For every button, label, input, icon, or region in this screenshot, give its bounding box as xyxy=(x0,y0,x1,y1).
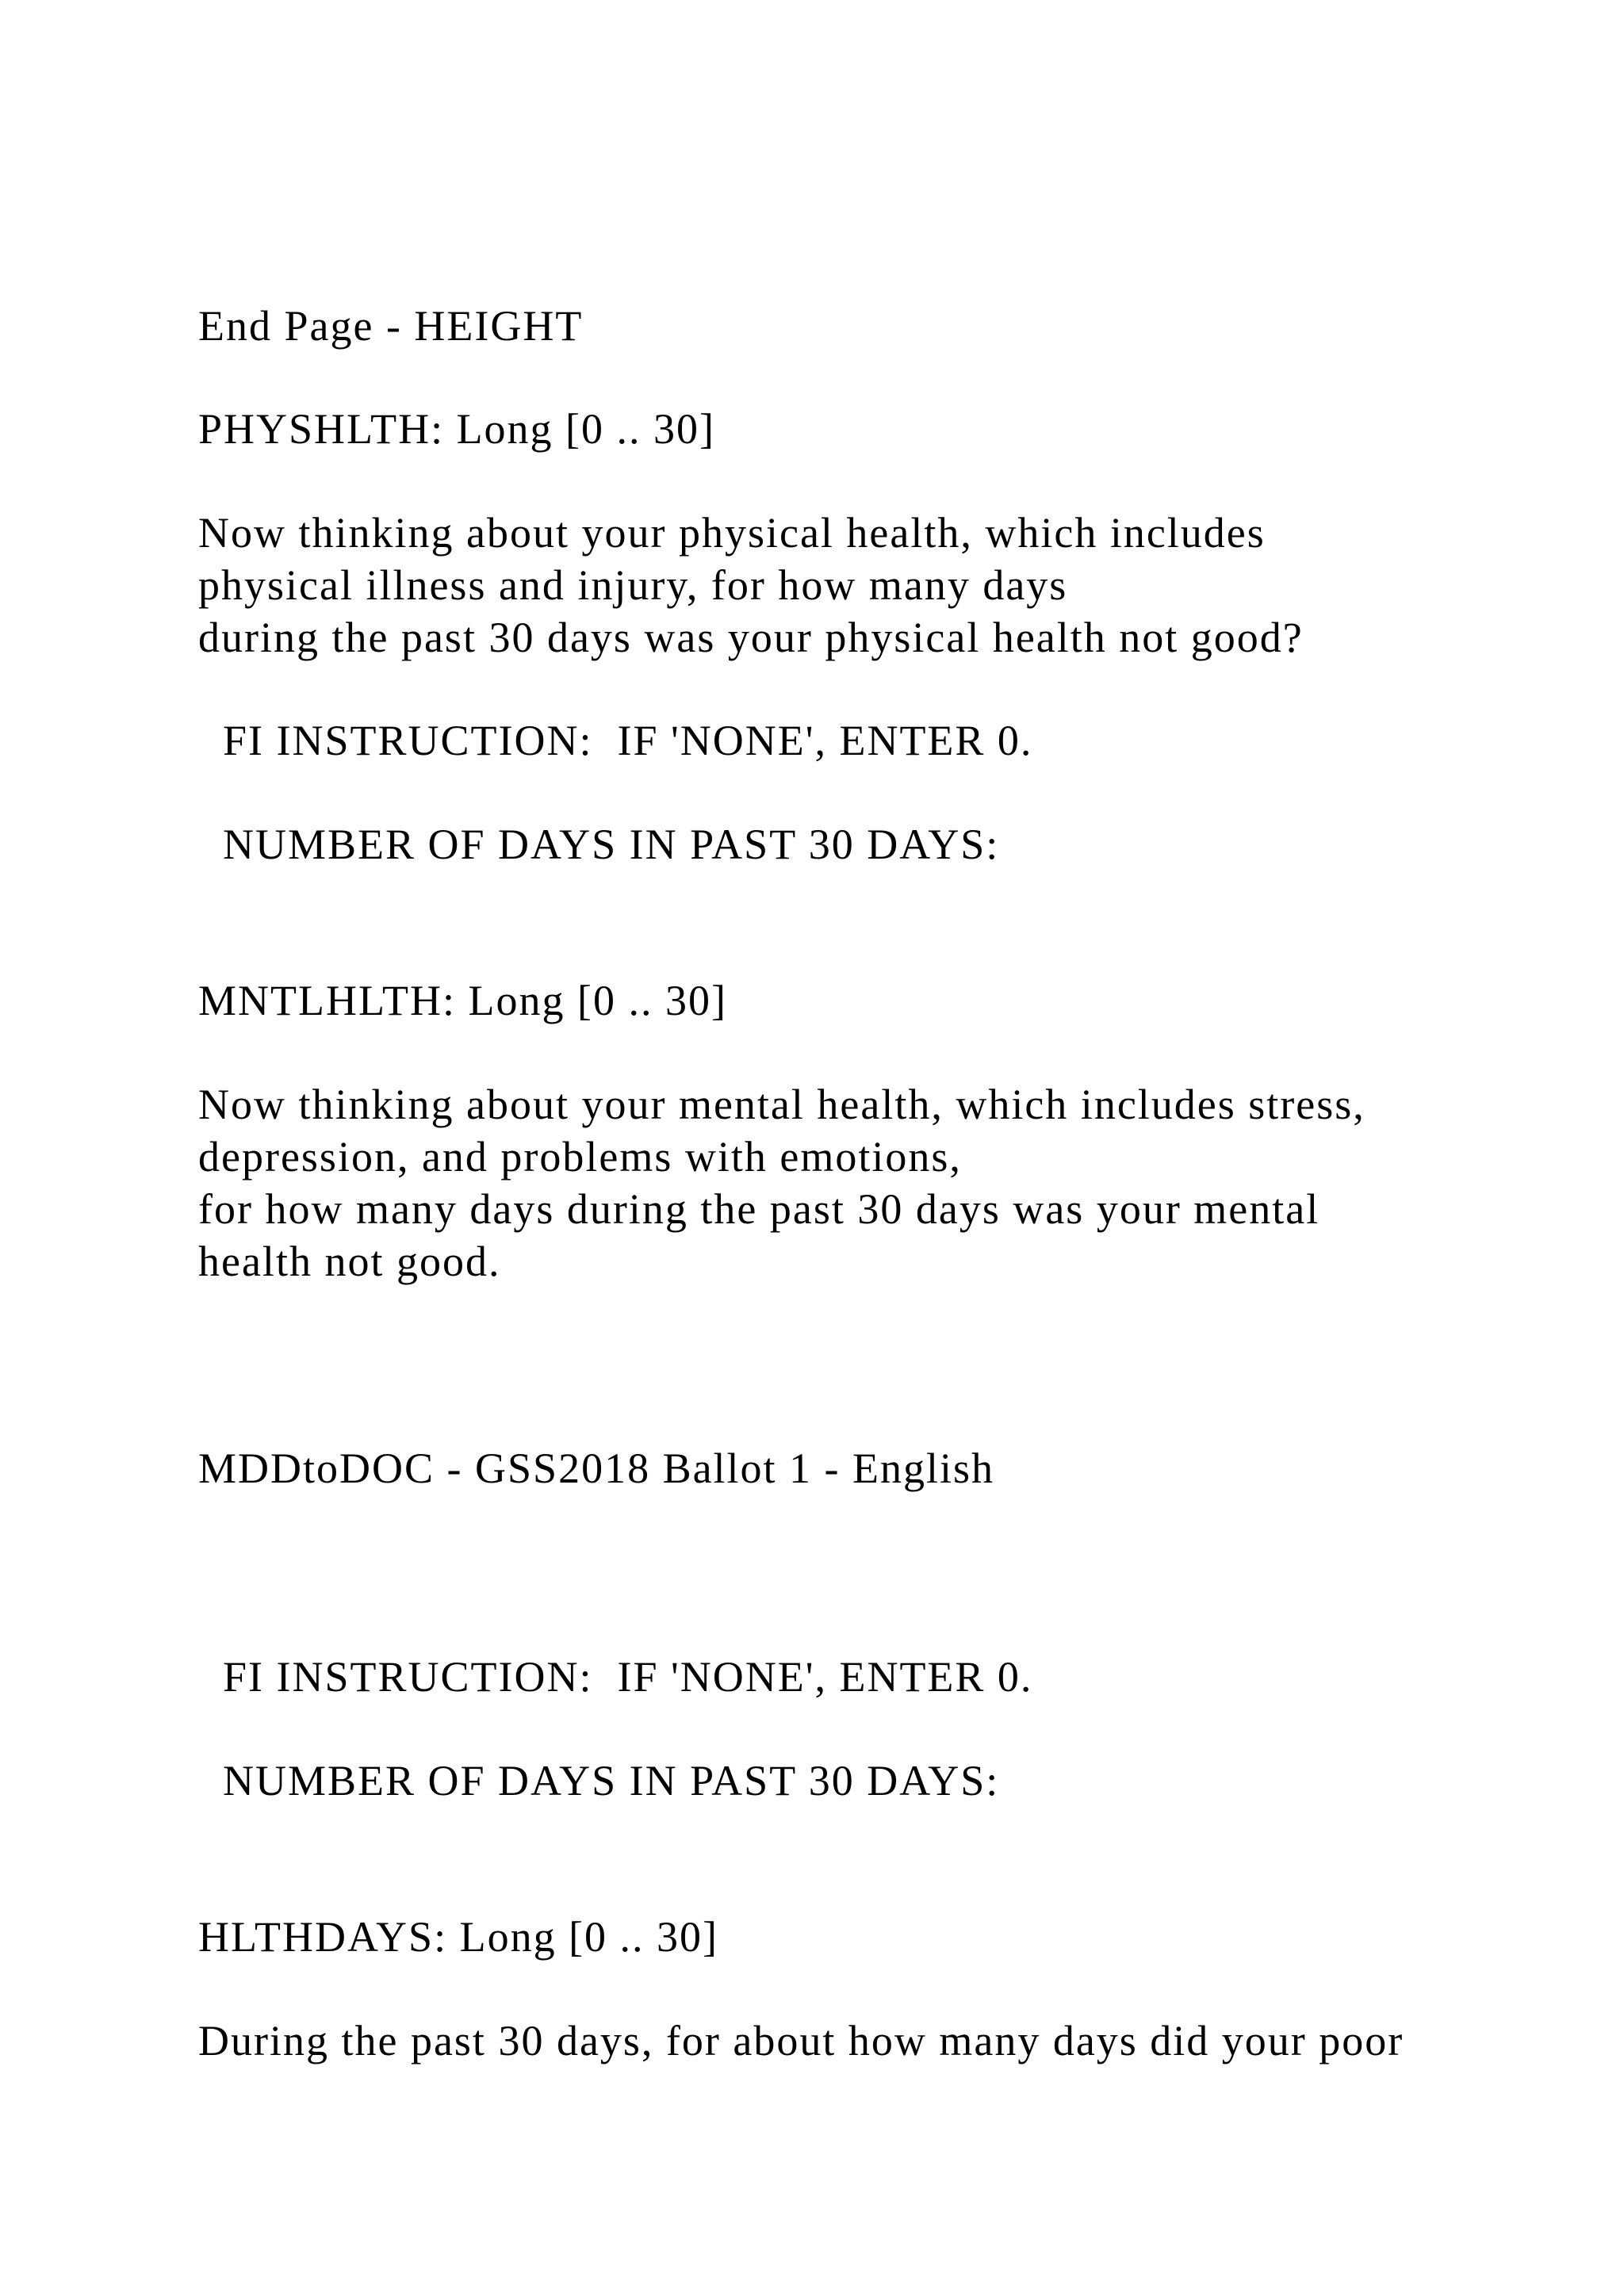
question-text-line: health not good. xyxy=(198,1238,501,1285)
question-text-line: physical illness and injury, for how many days xyxy=(198,561,1068,609)
page-end-heading: End Page - HEIGHT xyxy=(198,302,584,350)
question-text-line: during the past 30 days was your physical health not good? xyxy=(198,614,1304,661)
response-prompt: NUMBER OF DAYS IN PAST 30 DAYS: xyxy=(198,821,1000,868)
variable-header-physhlth: PHYSHLTH: Long [0 .. 30] xyxy=(198,405,716,453)
question-text-line: for how many days during the past 30 days was your mental xyxy=(198,1185,1320,1233)
question-text-line: depression, and problems with emotions, xyxy=(198,1133,962,1181)
variable-header-mntlhlth: MNTLHLTH: Long [0 .. 30] xyxy=(198,977,727,1024)
question-text-line: Now thinking about your physical health, which includes xyxy=(198,509,1266,557)
interviewer-instruction: FI INSTRUCTION: IF 'NONE', ENTER 0. xyxy=(198,1653,1033,1701)
question-text-line: During the past 30 days, for about how many days did your poor xyxy=(198,2017,1404,2064)
question-text-line: Now thinking about your mental health, which includes stress, xyxy=(198,1081,1365,1128)
response-prompt: NUMBER OF DAYS IN PAST 30 DAYS: xyxy=(198,1757,1000,1804)
variable-header-hlthdays: HLTHDAYS: Long [0 .. 30] xyxy=(198,1913,719,1961)
interviewer-instruction: FI INSTRUCTION: IF 'NONE', ENTER 0. xyxy=(198,717,1033,764)
page-footer: MDDtoDOC - GSS2018 Ballot 1 - English xyxy=(198,1445,995,1492)
